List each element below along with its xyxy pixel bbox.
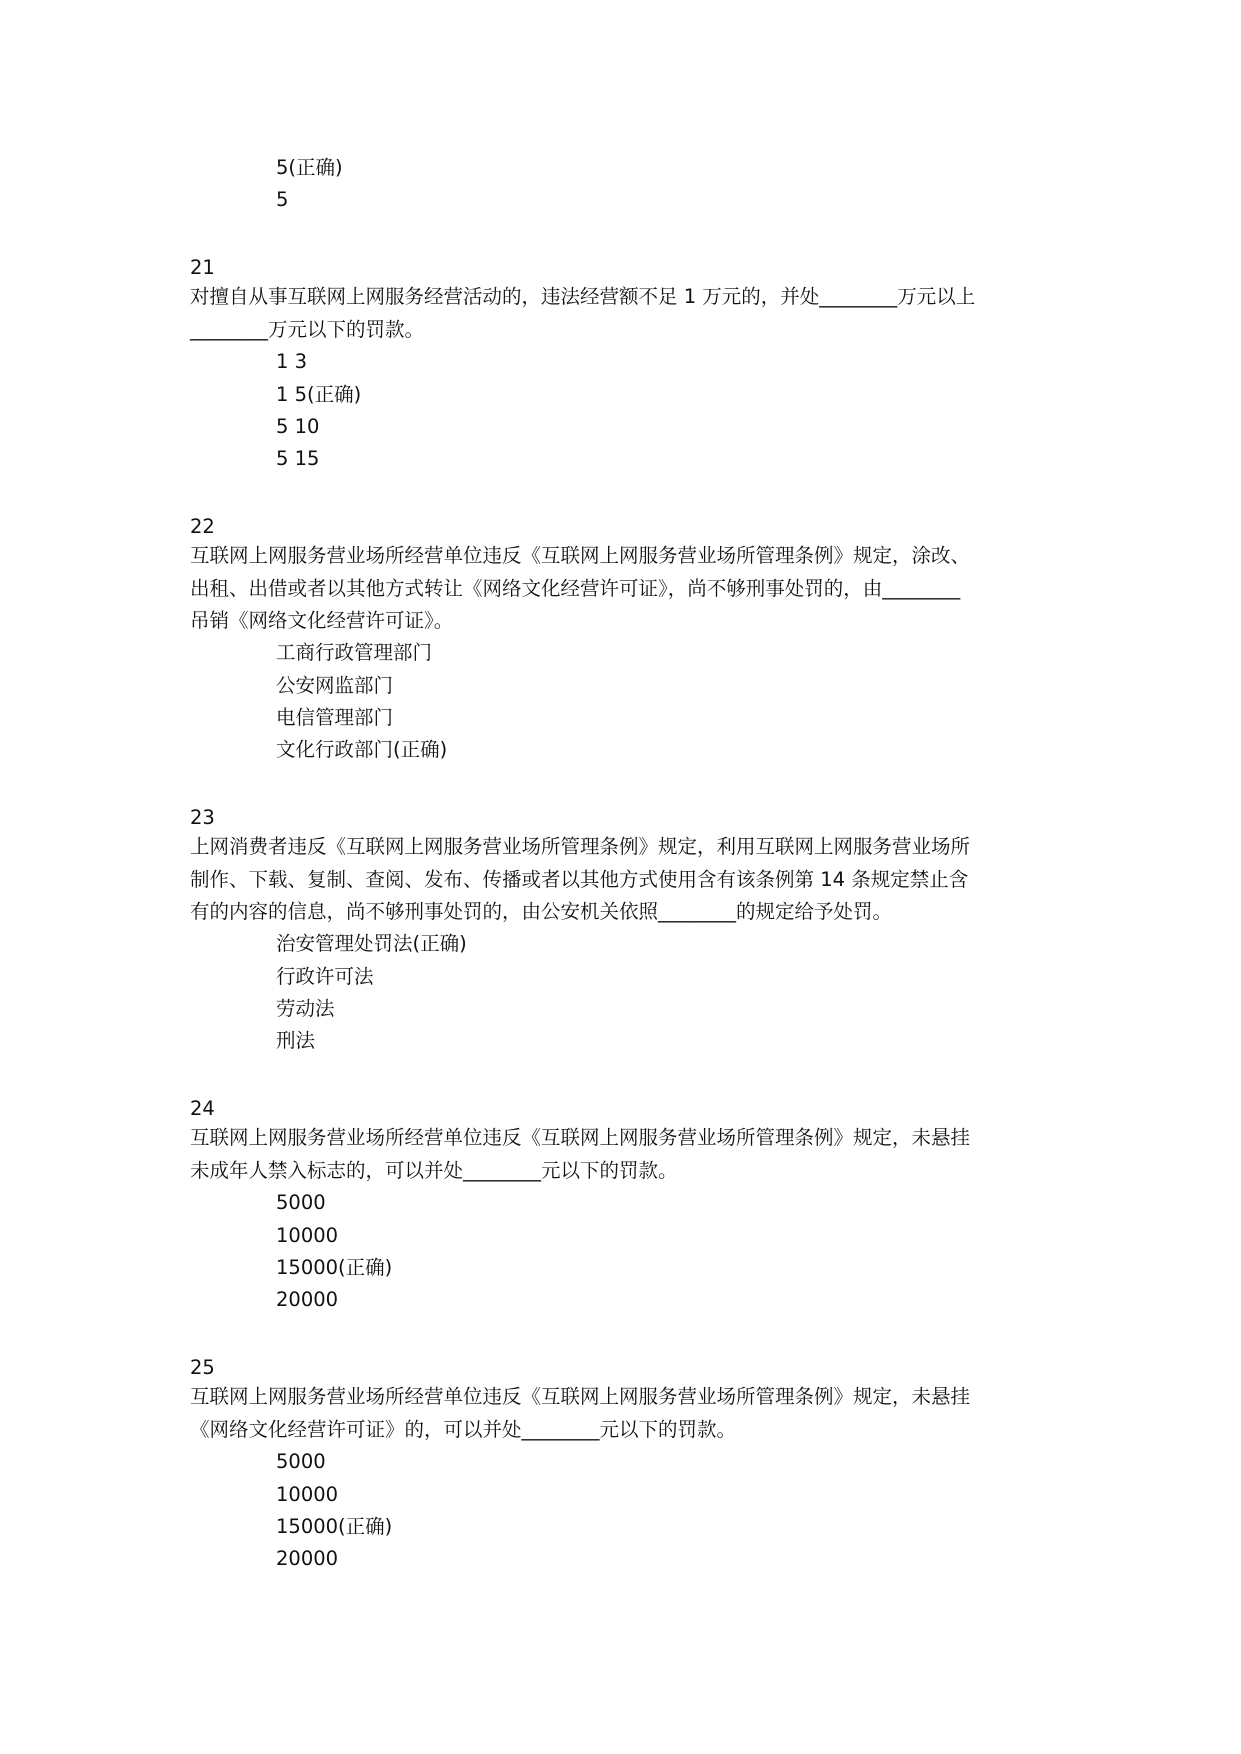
question-text-line: 有的内容的信息，尚不够刑事处罚的，由公安机关依照________的规定给予处罚。 xyxy=(190,900,893,923)
question-number: 22 xyxy=(190,515,215,538)
question-text-line: 对擅自从事互联网上网服务经营活动的，违法经营额不足 1 万元的，并处________万元以上 xyxy=(190,285,976,308)
option-text: 劳动法 xyxy=(276,997,335,1020)
option-text: 电信管理部门 xyxy=(276,706,394,729)
option-text: 5 10 xyxy=(276,415,320,438)
option-text: 15000(正确) xyxy=(276,1256,393,1279)
question-text-line: 出租、出借或者以其他方式转让《网络文化经营许可证》，尚不够刑事处罚的，由________ xyxy=(190,577,961,600)
question-text-line: 制作、下载、复制、查阅、发布、传播或者以其他方式使用含有该条例第 14 条规定禁止含 xyxy=(190,868,969,891)
option-text: 20000 xyxy=(276,1288,339,1311)
option-text: 10000 xyxy=(276,1224,339,1247)
question-text-line: 上网消费者违反《互联网上网服务营业场所管理条例》规定，利用互联网上网服务营业场所 xyxy=(190,835,971,858)
option-text: 20000 xyxy=(276,1547,339,1570)
option-text: 行政许可法 xyxy=(276,965,374,988)
option-text: 10000 xyxy=(276,1483,339,1506)
option-text: 5000 xyxy=(276,1191,326,1214)
question-text-line: ________万元以下的罚款。 xyxy=(190,318,425,341)
question-text-line: 吊销《网络文化经营许可证》。 xyxy=(190,609,454,632)
option-text: 公安网监部门 xyxy=(276,674,394,697)
option-text: 1 5(正确) xyxy=(276,383,362,406)
question-text-line: 未成年人禁入标志的，可以并处________元以下的罚款。 xyxy=(190,1159,678,1182)
option-text: 15000(正确) xyxy=(276,1515,393,1538)
option-text: 5(正确) xyxy=(276,156,343,179)
option-text: 5 xyxy=(276,188,289,211)
question-text-line: 互联网上网服务营业场所经营单位违反《互联网上网服务营业场所管理条例》规定，未悬挂 xyxy=(190,1385,971,1408)
question-text-line: 互联网上网服务营业场所经营单位违反《互联网上网服务营业场所管理条例》规定，涂改、 xyxy=(190,544,971,567)
option-text: 5 15 xyxy=(276,447,320,470)
question-text-line: 《网络文化经营许可证》的，可以并处________元以下的罚款。 xyxy=(190,1418,737,1441)
option-text: 治安管理处罚法(正确) xyxy=(276,932,467,955)
question-text-line: 互联网上网服务营业场所经营单位违反《互联网上网服务营业场所管理条例》规定，未悬挂 xyxy=(190,1126,971,1149)
question-number: 21 xyxy=(190,256,215,279)
option-text: 文化行政部门(正确) xyxy=(276,738,448,761)
question-number: 25 xyxy=(190,1356,215,1379)
option-text: 工商行政管理部门 xyxy=(276,641,433,664)
question-number: 23 xyxy=(190,806,215,829)
option-text: 刑法 xyxy=(276,1029,316,1052)
option-text: 5000 xyxy=(276,1450,326,1473)
option-text: 1 3 xyxy=(276,350,308,373)
question-number: 24 xyxy=(190,1097,215,1120)
